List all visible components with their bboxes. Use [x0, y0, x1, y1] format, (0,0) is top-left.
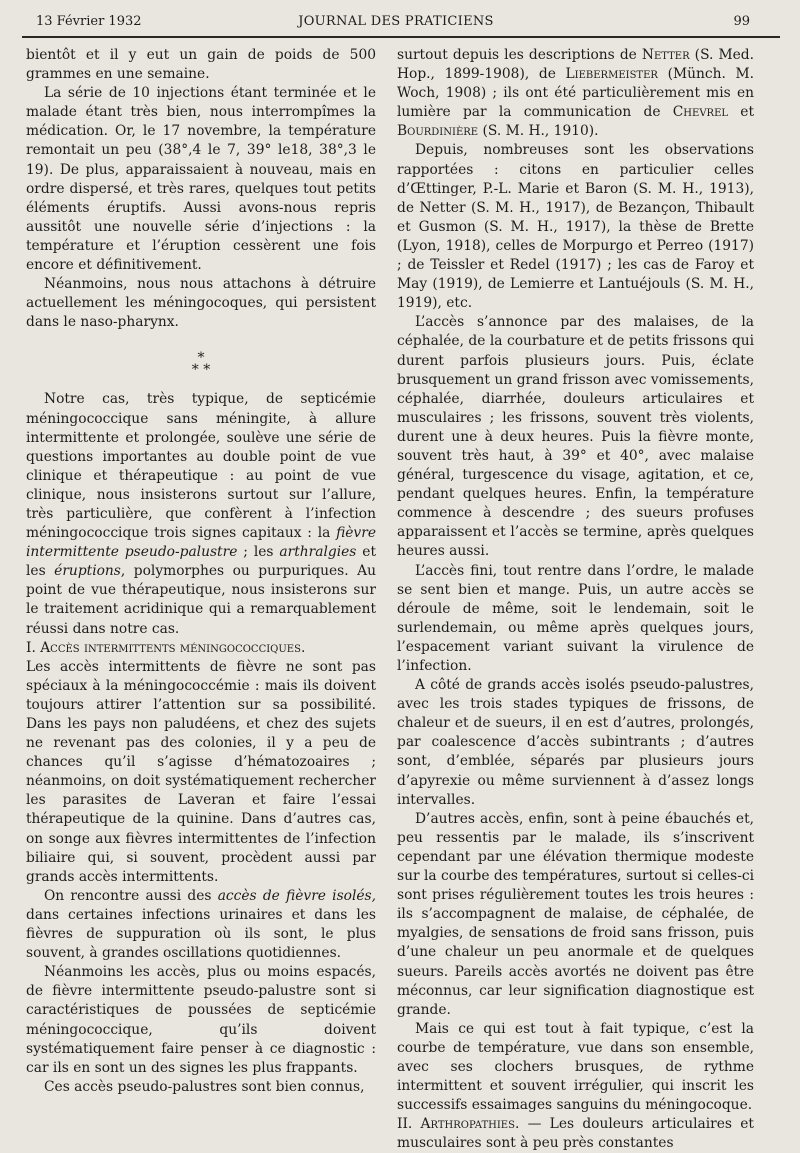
paragraph: Les accès intermittents de fièvre ne sont pas spéciaux à la méningococcémie : mais ils doivent toujours attirer l’attention sur sa possibilité. Dans les pays non paludéens, et chez des sujets ne revenant pas des colonies, il y a peu de chances qu’il s’agisse d’hématozoaires ; néanmoins, on doit systématiquement rechercher les parasites de Laveran et faire l’essai thérapeutique de la quinine. Dans d’autres cas, on songe aux fièvres intermittentes de l’infection biliaire qui, si souvent, procèdent aussi par grands accès intermittents.: [26, 658, 376, 885]
paragraph: [26, 887, 376, 963]
paragraph: L’accès s’annonce par des malaises, de la céphalée, de la courbature et de petits frissons qui durent parfois plusieurs jours. Puis, éclate brusquement un grand frisson avec vomissements, céphalée, diarrhée, douleurs articulaires et musculaires ; les frissons, souvent très violents, durent une à deux heures. Puis la fièvre monte, souvent très haut, à 39° et 40°, avec malaise général, turgescence du visage, agitation, et ce, pendant quelques heures. Enfin, la température commence à descendre ; des sueurs profuses apparaissent et l’accès se termine, après quelques heures aussi.: [397, 314, 754, 560]
asterism-bottom: * *: [191, 362, 211, 379]
paragraph: A côté de grands accès isolés pseudo-palustres, avec les trois stades typiques de frissons, de chaleur et de sueurs, il en est d’autres, prolongés, par coalescence d’accès subintrants ; d’autres sont, d’emblée, séparés par plusieurs jours d’apyrexie ou même surviennent à d’assez longs intervalles.: [397, 677, 754, 808]
author-name: Liebermeister: [565, 66, 658, 83]
text-run: , polymorphes ou purpuriques. Au point de vue thérapeutique, nous insisterons sur le traitement acridinique qui a remarquablement réussi dans notre cas.: [26, 563, 377, 637]
text-run: (S. M. H., 1910).: [478, 123, 599, 140]
paragraph: [397, 46, 754, 141]
paragraph: bientôt et il y eut un gain de poids de 500 grammes en une semaine.: [26, 47, 376, 83]
header-date: 13 Février 1932: [36, 14, 142, 29]
header-page-number: 99: [733, 14, 750, 29]
paragraph: Mais ce qui est tout à fait typique, c’est la courbe de température, vue dans son ensemble, avec ses clochers brusques, de rythme intermittent et souvent irrégulier, qui inscrit les successifs essaimages sanguins du méningocoque.: [397, 1020, 754, 1114]
text-run: surtout depuis les descriptions de: [397, 47, 642, 63]
text-run: — Les douleurs articulaires et musculaires sont à peu près constantes: [397, 1116, 754, 1152]
text-run: (Münch. M. Woch, 1908) ; ils ont été particulièrement mis en lumière par la communication de: [397, 66, 754, 121]
paragraph: D’autres accès, enfin, sont à peine ébauchés et, peu ressentis par le malade, ils s’inscrivent cependant par une élévation thermique modeste sur la courbe des températures, surtout si celles-ci sont prises régulièrement toutes les trois heures : ils s’accompagnent de malaise, de céphalée, de myalgies, de sensations de froid sans frisson, puis d’une chaleur un peu anormale et de quelques sueurs. Pareils accès avortés ne doivent pas être méconnus, car leur signification diagnostique est grande.: [397, 810, 754, 1018]
text-run: dans certaines infections urinaires et dans les fièvres de suppuration où ils sont, le plus souvent, à grandes oscillations quotidiennes.: [26, 906, 376, 962]
paragraph: La série de 10 injections étant terminée et le malade étant très bien, nous interrompîmes la médication. Or, le 17 novembre, la température remontait un peu (38°,4 le 7, 39° le18, 38°,3 le 19). De plus, apparaissaient à nouveau, mais en ordre dispersé, et très rares, quelques tout petits éléments éruptifs. Aussi avons-nous repris aussitôt une nouvelle série d’injections : la température et l’éruption cessèrent une fois encore et définitivement.: [26, 85, 376, 274]
header-rule: [22, 36, 780, 38]
paragraph: Néanmoins les accès, plus ou moins espacés, de fièvre intermittente pseudo-palustre sont si caractéristiques de poussées de septicémie méningococcique, qu’ils doivent systématiquement faire penser à ce diagnostic : car ils en sont un des signes les plus frappants.: [26, 964, 376, 1076]
emphasis: arthralgies: [279, 544, 357, 561]
paragraph: [26, 390, 376, 638]
section-heading: II. Arthropathies.: [397, 1116, 520, 1133]
author-name: Bourdinière: [397, 123, 479, 140]
emphasis: éruptions: [54, 563, 121, 580]
right-column: [397, 46, 754, 1152]
text-run: (S. Med. Hop., 1899-1908), de: [397, 47, 754, 83]
running-header: [18, 14, 774, 36]
emphasis: accès de fièvre isolés,: [217, 887, 377, 904]
section-asterism: [26, 350, 376, 379]
paragraph: [397, 1115, 754, 1153]
paragraph: Depuis, nombreuses sont les observations rapportées : citons en particulier celles d’Œttinger, P.-L. Marie et Baron (S. M. H., 1913), de Netter (S. M. H., 1917), de Bezançon, Thibault et Gusmon (S. M. H., 1917), la thèse de Brette (Lyon, 1918), celles de Morpurgo et Perreo (1917) ; de Teissler et Redel (1917) ; les cas de Faroy et May (1919), de Lemierre et Lantuéjouls (S. M. H., 1919), etc.: [397, 142, 754, 312]
text-run: et: [728, 104, 754, 121]
author-name: Chevrel: [672, 104, 729, 121]
paragraph: Ces accès pseudo-palustres sont bien connus,: [44, 1078, 365, 1095]
left-column: [26, 46, 377, 1095]
asterism-top: *: [197, 350, 205, 367]
text-run: et les: [26, 544, 376, 580]
text-run: On rencontre aussi des: [44, 887, 218, 904]
paragraph: L’accès fini, tout rentre dans l’ordre, le malade se sent bien et mange. Puis, un autre accès se déroule de même, soit le lendemain, soit le surlendemain, ou même après quelques jours, l’espacement variant suivant la virulence de l’infection.: [397, 562, 754, 674]
header-journal-title: JOURNAL DES PRATICIENS: [298, 14, 494, 29]
text-run: Notre cas, très typique, de septicémie méningococcique sans méningite, à allure intermittente et prolongée, soulève une série de questions importantes au double point de vue clinique et thérapeutique : au point de vue clinique, nous insisterons surtout sur l’allure, très particulière, que confèrent à l’infection méningococcique trois signes capitaux : la: [26, 391, 376, 542]
text-run: ; les: [237, 544, 280, 561]
section-heading: I. Accès intermittents méningococciques.: [26, 639, 306, 656]
paragraph: Néanmoins, nous nous attachons à détruire actuellement les méningocoques, qui persistent dans le naso-pharynx.: [26, 276, 376, 331]
emphasis: fièvre intermittente pseudo-palustre: [26, 525, 376, 561]
author-name: Netter: [641, 47, 690, 63]
